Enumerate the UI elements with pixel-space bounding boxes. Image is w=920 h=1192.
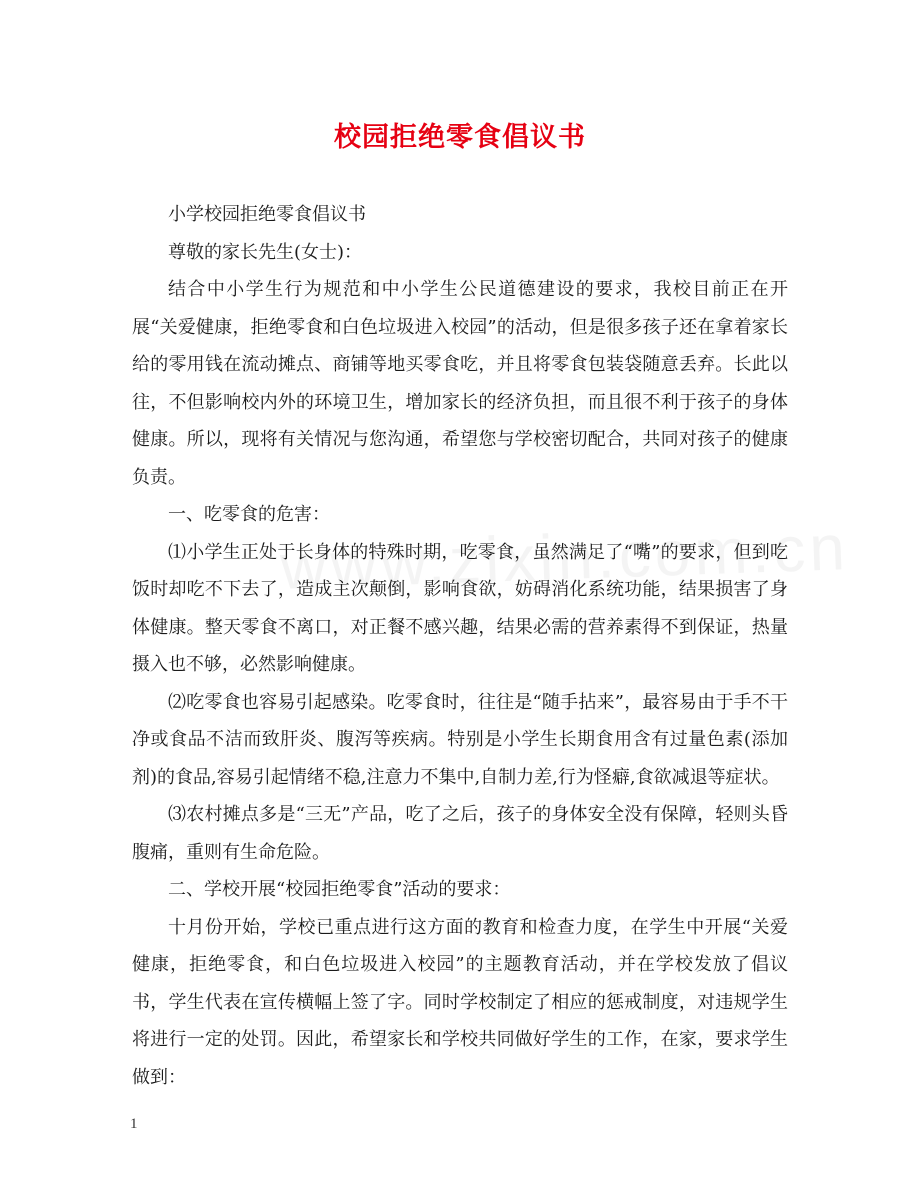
page-number: 1 [130,1116,138,1132]
section-heading-1: 一、吃零食的危害： [168,504,330,525]
paragraph-harm-1: ⑴小学生正处于长身体的特殊时期，吃零食，虽然满足了“嘴”的要求，但到吃饭时却吃不下去了，造成主次颠倒，影响食欲，妨碍消化系统功能，结果损害了身体健康。整天零食不离口，对正餐不感兴趣，结果必需的营养素得不到保证，热量摄入也不够，必然影响健康。 [132,541,788,675]
paragraph-requirements: 十月份开始，学校已重点进行这方面的教育和检查力度，在学生中开展“关爱健康，拒绝零食，和白色垃圾进入校园”的主题教育活动，并在学校发放了倡议书，学生代表在宣传横幅上签了字。同时学校制定了相应的惩戒制度，对违规学生将进行一定的处罚。因此，希望家长和学校共同做好学生的工作，在家，要求学生做到： [132,916,788,1088]
section-heading-2: 二、学校开展“校园拒绝零食”活动的要求： [168,879,511,900]
paragraph-harm-3: ⑶农村摊点多是“三无”产品，吃了之后，孩子的身体安全没有保障，轻则头昏腹痛，重则有生命危险。 [132,804,788,863]
document-body [132,196,788,1096]
paragraph-subtitle: 小学校园拒绝零食倡议书 [168,204,366,225]
paragraph-intro: 结合中小学生行为规范和中小学生公民道德建设的要求，我校目前正在开展“关爱健康，拒绝零食和白色垃圾进入校园”的活动，但是很多孩子还在拿着家长给的零用钱在流动摊点、商铺等地买零食吃，并且将零食包装袋随意丢弃。长此以往，不但影响校内外的环境卫生，增加家长的经济负担，而且很不利于孩子的身体健康。所以，现将有关情况与您沟通，希望您与学校密切配合，共同对孩子的健康负责。 [132,279,788,488]
paragraph-salutation: 尊敬的家长先生(女士)： [168,241,363,263]
document-title: 校园拒绝零食倡议书 [334,122,586,153]
paragraph-harm-2: ⑵吃零食也容易引起感染。吃零食时，往往是“随手拈来”，最容易由于手不干净或食品不洁而致肝炎、腹泻等疾病。特别是小学生长期食用含有过量色素(添加剂)的食品,容易引起情绪不稳,注意力不集中,自制力差,行为怪癖,食欲减退等症状。 [132,691,788,788]
